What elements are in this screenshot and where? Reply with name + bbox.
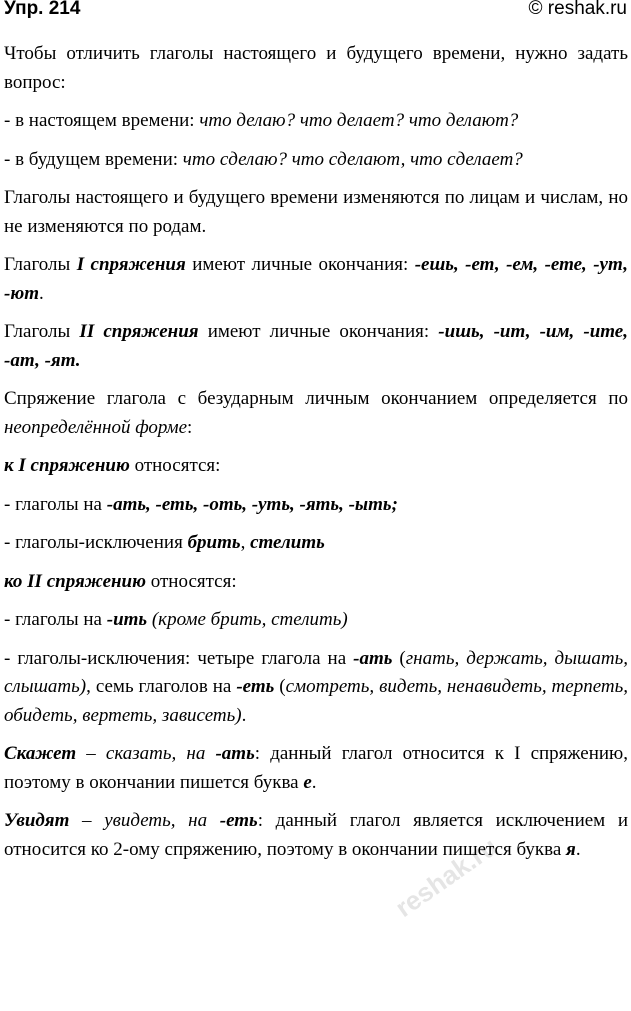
first-conjugation-heading: к I спряжению относятся: bbox=[4, 455, 221, 476]
present-tense-questions: - в настоящем времени: что делаю? что делает? что делают? bbox=[4, 110, 519, 131]
watermark: reshak.ru bbox=[389, 831, 503, 923]
document-body bbox=[4, 40, 628, 874]
second-conjugation-exceptions: - глаголы-исключения: четыре глагола на -ать (гнать, держать, дышать, слышать), семь глаголов на -еть (смотреть, видеть, ненавидеть, терпеть, обидеть, вертеть, зависеть). bbox=[4, 647, 629, 726]
intro-paragraph: Чтобы отличить глаголы настоящего и будущего времени, нужно задать вопрос: bbox=[4, 43, 628, 93]
second-conjugation-verbs: - глаголы на -ить (кроме брить, стелить) bbox=[4, 609, 348, 630]
unstressed-ending-rule: Спряжение глагола с безударным личным окончанием определяется по неопределённой форме: bbox=[4, 388, 628, 438]
first-conjugation-endings: Глаголы I спряжения имеют личные окончания: -ешь, -ет, -ем, -ете, -ут, -ют. bbox=[4, 254, 628, 304]
first-conjugation-verbs: - глаголы на -ать, -еть, -оть, -уть, -ять, -ыть; bbox=[4, 493, 398, 515]
exercise-title: Упр. 214 bbox=[4, 0, 81, 19]
answer-uvidyat: Увидят – увидеть, на -еть: данный глагол является исключением и относится ко 2-ому спряжению, поэтому в окончании пишется буква я. bbox=[4, 810, 629, 860]
second-conjugation-endings: Глаголы II спряжения имеют личные окончания: -ишь, -ит, -им, -ите, -ат, -ят. bbox=[4, 321, 628, 371]
page-header bbox=[0, 0, 627, 21]
source-credit: © reshak.ru bbox=[528, 0, 627, 19]
tense-rule-paragraph: Глаголы настоящего и будущего времени изменяются по лицам и числам, но не изменяются по родам. bbox=[4, 187, 628, 237]
answer-skazhet: Скажет – сказать, на -ать: данный глагол относится к I спряжению, поэтому в окончании пишется буква е. bbox=[4, 743, 629, 793]
second-conjugation-heading: ко II спряжению относятся: bbox=[4, 570, 237, 592]
first-conjugation-exceptions: - глаголы-исключения брить, стелить bbox=[4, 532, 325, 553]
future-tense-questions: - в будущем времени: что сделаю? что сделают, что сделает? bbox=[4, 148, 523, 170]
